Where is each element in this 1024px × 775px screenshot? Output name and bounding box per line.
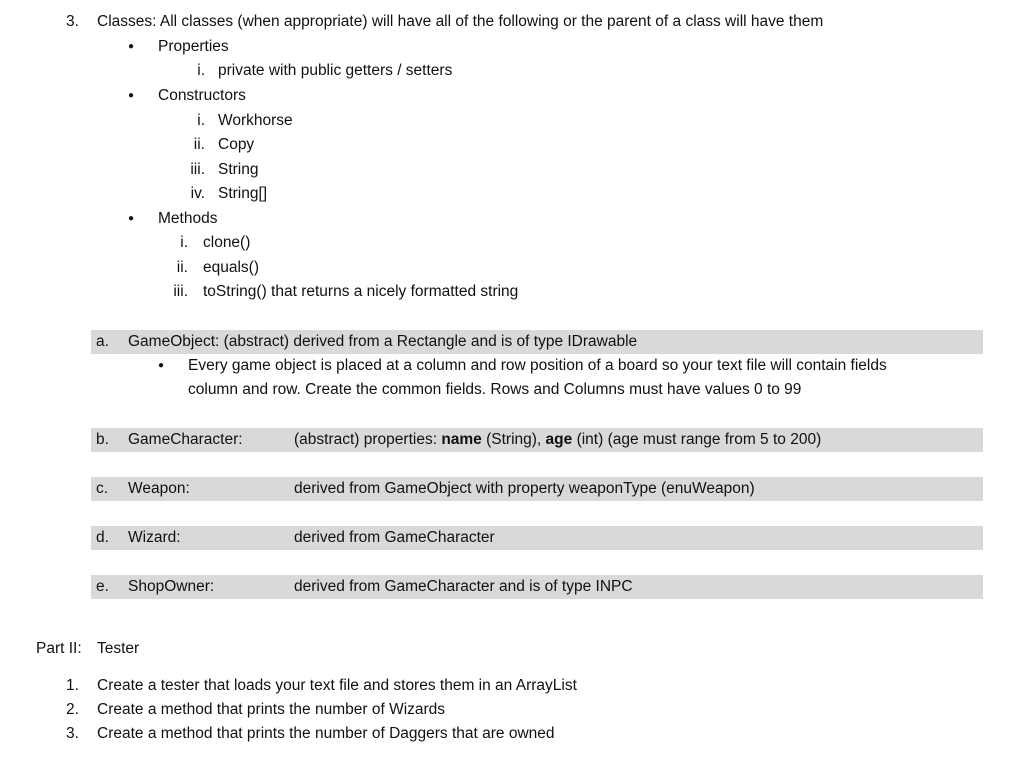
- constructors-label: Constructors: [158, 87, 246, 104]
- class-letter: a.: [96, 333, 109, 350]
- roman-numeral: i.: [197, 62, 205, 79]
- roman-numeral: i.: [180, 234, 188, 251]
- list-item: private with public getters / setters: [218, 62, 453, 79]
- list-item: Create a method that prints the number of Wizards: [97, 701, 446, 718]
- roman-numeral: iii.: [173, 283, 188, 300]
- class-letter: e.: [96, 578, 109, 595]
- list-number: 3.: [66, 725, 79, 742]
- bullet-icon: ●: [158, 360, 165, 371]
- class-d-name: Wizard:: [128, 529, 181, 546]
- methods-label: Methods: [158, 210, 218, 227]
- bullet-icon: ●: [128, 41, 135, 52]
- list-item: Create a tester that loads your text file and stores them in an ArrayList: [97, 677, 577, 694]
- bullet-icon: ●: [128, 213, 135, 224]
- list-item: clone(): [203, 234, 251, 251]
- class-c-desc: derived from GameObject with property weaponType (enuWeapon): [294, 480, 755, 497]
- list-item: equals(): [203, 259, 259, 276]
- class-b-desc: (abstract) properties: name (String), age (int) (age must range from 5 to 200): [294, 431, 822, 448]
- class-letter: b.: [96, 431, 109, 448]
- class-b-name: GameCharacter:: [128, 431, 243, 448]
- list-number: 2.: [66, 701, 79, 718]
- list-item: String: [218, 161, 259, 178]
- list-number: 1.: [66, 677, 79, 694]
- list-item: Copy: [218, 136, 255, 153]
- roman-numeral: iii.: [190, 161, 205, 178]
- roman-numeral: iv.: [190, 185, 205, 202]
- class-letter: c.: [96, 480, 109, 497]
- part-title: Tester: [97, 640, 140, 657]
- class-c-name: Weapon:: [128, 480, 190, 497]
- roman-numeral: ii.: [193, 136, 205, 153]
- class-d-desc: derived from GameCharacter: [294, 529, 495, 546]
- roman-numeral: i.: [197, 112, 205, 129]
- list-item: String[]: [218, 185, 268, 202]
- bullet-icon: ●: [128, 90, 135, 101]
- class-e-name: ShopOwner:: [128, 578, 215, 595]
- class-e-desc: derived from GameCharacter and is of type INPC: [294, 578, 633, 595]
- list-number: 3.: [66, 13, 79, 30]
- section-heading: Classes: All classes (when appropriate) will have all of the following or the parent of a class will have them: [97, 13, 824, 30]
- list-item: Workhorse: [218, 112, 293, 129]
- list-item: Create a method that prints the number of Daggers that are owned: [97, 725, 555, 742]
- class-d-shade: [91, 526, 983, 550]
- class-letter: d.: [96, 529, 109, 546]
- part-label: Part II:: [36, 640, 82, 657]
- roman-numeral: ii.: [176, 259, 188, 276]
- list-item: toString() that returns a nicely formatted string: [203, 283, 519, 300]
- class-a-text: GameObject: (abstract) derived from a Rectangle and is of type IDrawable: [128, 333, 638, 350]
- class-a-bullet-line1: Every game object is placed at a column and row position of a board so your text file will contain fields: [188, 357, 887, 374]
- class-a-bullet-line2: column and row. Create the common fields. Rows and Columns must have values 0 to 99: [188, 381, 802, 398]
- properties-label: Properties: [158, 38, 229, 55]
